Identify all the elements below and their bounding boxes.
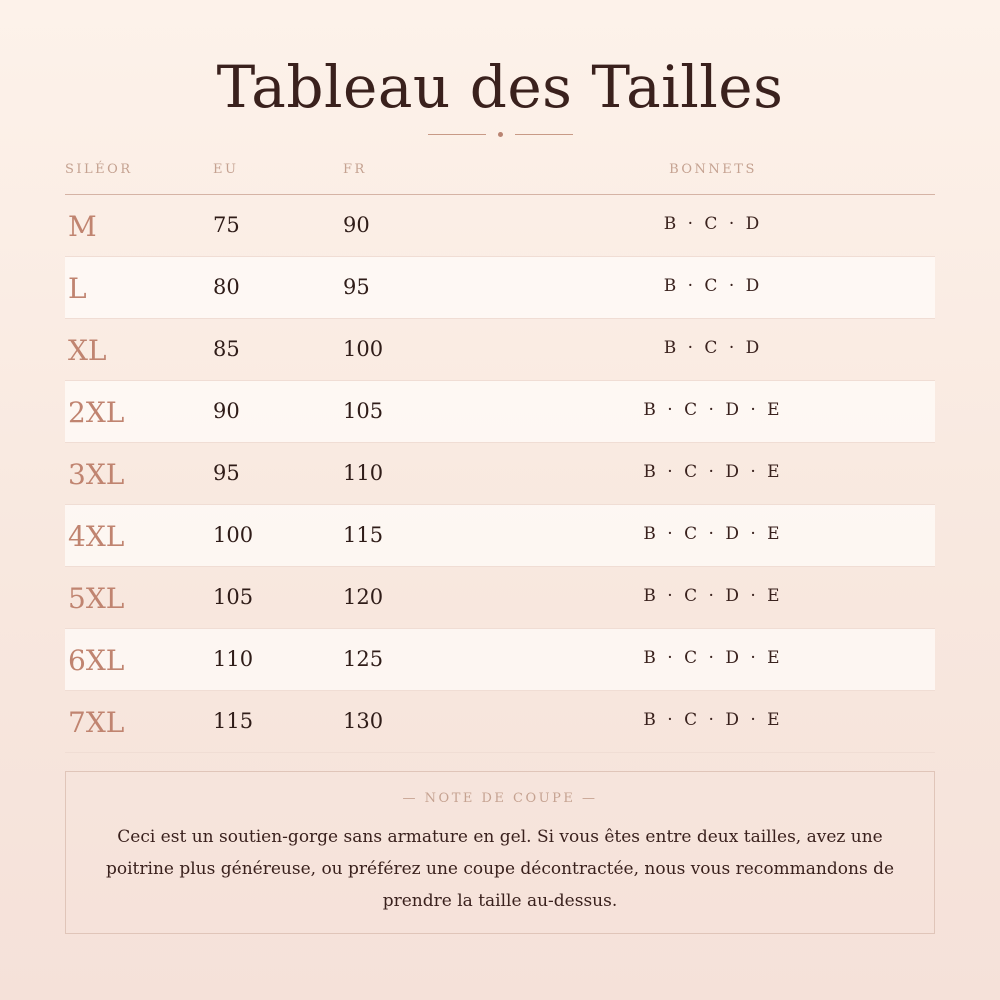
fit-note-box — [65, 771, 935, 934]
eu-value: 80 — [213, 275, 240, 299]
eu-value: 95 — [213, 461, 240, 485]
header-cups: BONNETS — [669, 162, 757, 177]
size-label: 5XL — [68, 582, 125, 615]
title-ornament — [428, 131, 573, 139]
cups-value: B · C · D · E — [643, 586, 783, 606]
fit-note-title: — NOTE DE COUPE — — [402, 791, 598, 806]
page-title: Tableau des Tailles — [216, 53, 784, 121]
fr-value: 110 — [343, 461, 384, 485]
cups-value: B · C · D · E — [643, 710, 783, 730]
header-eu: EU — [213, 162, 239, 177]
ornament-dot — [498, 132, 503, 137]
fr-value: 130 — [343, 709, 384, 733]
eu-value: 110 — [213, 647, 254, 671]
cups-value: B · C · D · E — [643, 524, 783, 544]
size-label: 2XL — [68, 396, 125, 429]
table-header — [65, 156, 935, 195]
fr-value: 120 — [343, 585, 384, 609]
size-table — [65, 156, 935, 753]
fr-value: 100 — [343, 337, 384, 361]
table-row — [65, 629, 935, 691]
cups-value: B · C · D — [663, 214, 763, 234]
cups-value: B · C · D · E — [643, 648, 783, 668]
table-row — [65, 505, 935, 567]
eu-value: 90 — [213, 399, 240, 423]
eu-value: 100 — [213, 523, 254, 547]
header-size: SILÉOR — [65, 162, 133, 177]
size-label: XL — [68, 334, 107, 367]
fr-value: 115 — [343, 523, 384, 547]
eu-value: 75 — [213, 213, 240, 237]
eu-value: 115 — [213, 709, 254, 733]
size-label: 3XL — [68, 458, 125, 491]
table-row — [65, 443, 935, 505]
ornament-line-left — [428, 134, 486, 135]
size-label: M — [68, 210, 97, 243]
fr-value: 125 — [343, 647, 384, 671]
ornament-line-right — [515, 134, 573, 135]
table-row — [65, 381, 935, 443]
cups-value: B · C · D · E — [643, 462, 783, 482]
table-row — [65, 691, 935, 753]
size-label: L — [68, 272, 87, 305]
table-row — [65, 319, 935, 381]
fit-note-body: Ceci est un soutien-gorge sans armature en gel. Si vous êtes entre deux tailles, avez une poitrine plus généreuse, ou préférez une coupe décontractée, nous vous recommandons de prendre la taille au-dessus. — [106, 827, 895, 911]
table-row — [65, 195, 935, 257]
cups-value: B · C · D · E — [643, 400, 783, 420]
table-row — [65, 567, 935, 629]
eu-value: 85 — [213, 337, 240, 361]
size-label: 7XL — [68, 706, 125, 739]
fr-value: 95 — [343, 275, 370, 299]
fr-value: 105 — [343, 399, 384, 423]
size-label: 6XL — [68, 644, 125, 677]
cups-value: B · C · D — [663, 338, 763, 358]
table-row — [65, 257, 935, 319]
fr-value: 90 — [343, 213, 370, 237]
cups-value: B · C · D — [663, 276, 763, 296]
header-fr: FR — [343, 162, 367, 177]
eu-value: 105 — [213, 585, 254, 609]
size-label: 4XL — [68, 520, 125, 553]
